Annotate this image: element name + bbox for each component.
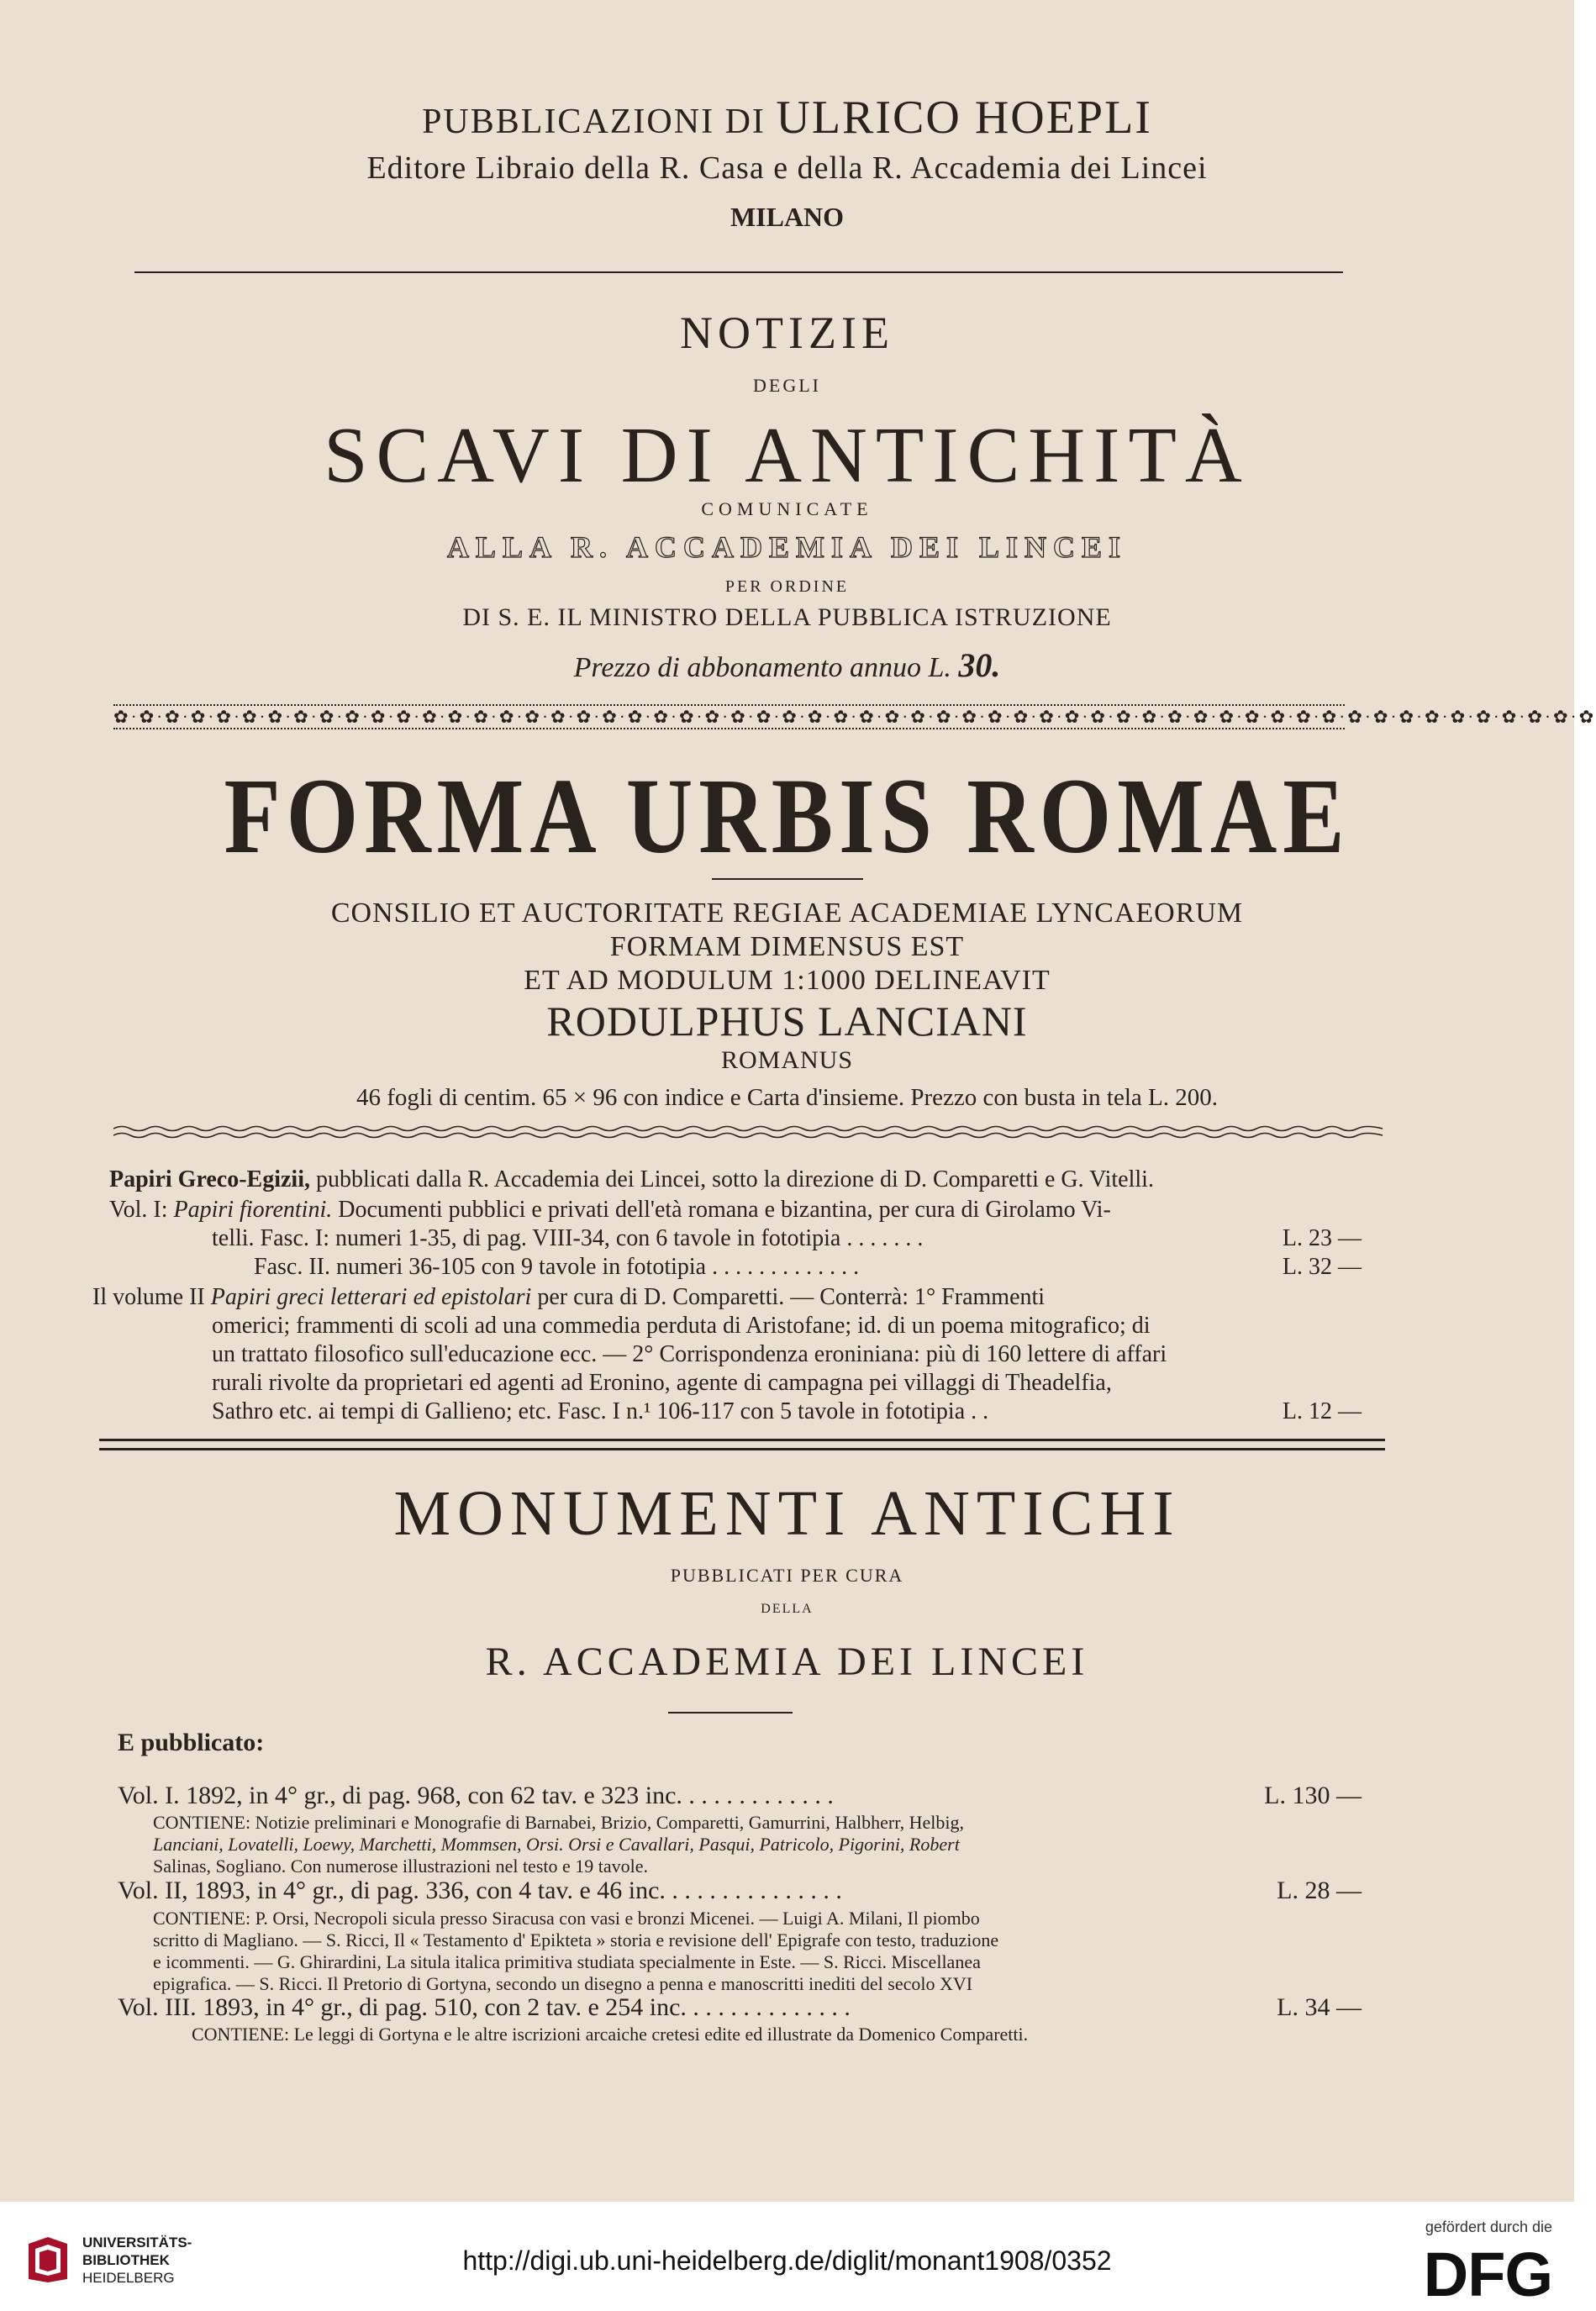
wavy-rule (113, 1123, 1383, 1141)
monumenti-vol3-price: L. 34 — (1277, 1993, 1362, 2021)
digital-library-footer (0, 2202, 1574, 2311)
monumenti-vol2-contents-3: e icommenti. — G. Ghirardini, La situla italica primitiva studiata specialmente in Este. — S. Ricci. Miscellanea (153, 1951, 981, 1972)
papiri-vol2-price: L. 12 — (1282, 1398, 1362, 1424)
notizie-title: NOTIZIE (680, 308, 894, 358)
papiri-vol2-line5: Sathro etc. ai tempi di Gallieno; etc. Fasc. I n.¹ 106-117 con 5 tavole in fototipia . . (212, 1398, 989, 1424)
papiri-vol1-line2: telli. Fasc. I: numeri 1-35, di pag. VIII-34, con 6 tavole in fototipia . . . . . . . (212, 1225, 924, 1251)
e-pubblicato: E pubblicato: (118, 1729, 265, 1756)
notizie-main: SCAVI DI ANTICHITÀ (324, 412, 1251, 499)
papiri-heading-rest: pubblicati dalla R. Accademia dei Lincei, sotto la direzione di D. Comparetti e G. Vitelli. (315, 1166, 1154, 1192)
papiri-vol1-line1 (109, 1197, 1111, 1224)
notizie-per-ordine: PER ORDINE (724, 577, 850, 596)
papiri-vol1-title: Papiri fiorentini. (173, 1197, 333, 1223)
prezzo-text: Prezzo di abbonamento annuo L. (573, 652, 951, 683)
forma-short-rule (712, 878, 863, 880)
papiri-vol2-line2: omerici; frammenti di scoli ad una commedia perduta di Aristofane; id. di un poema mitografico; di (212, 1313, 1151, 1339)
publisher-title: Editore Libraio della R. Casa e della R. Accademia dei Lincei (366, 150, 1208, 186)
city: MILANO (730, 202, 845, 232)
monumenti-vol1-contents-1: CONTIENE: Notizie preliminari e Monografie di Barnabei, Brizio, Comparetti, Gamurrini, Halbherr, Helbig, (153, 1812, 965, 1833)
publisher-line (0, 91, 1574, 145)
double-rule (99, 1439, 1385, 1450)
monumenti-vol1: Vol. I. 1892, in 4° gr., di pag. 968, con 62 tav. e 323 inc. . . . . . . . . . . . . (118, 1782, 834, 1809)
monumenti-della: DELLA (761, 1602, 814, 1616)
monumenti-vol3: Vol. III. 1893, in 4° gr., di pag. 510, con 2 tav. e 254 inc. . . . . . . . . . . . . . (118, 1993, 851, 2021)
monumenti-short-rule (668, 1712, 793, 1714)
ornamental-border: ✿·✿·✿·✿·✿·✿·✿·✿·✿·✿·✿·✿·✿·✿·✿·✿·✿·✿·✿·✿·✿·✿·✿·✿·✿·✿·✿·✿·✿·✿·✿·✿·✿·✿·✿·✿·✿·✿·✿·✿·✿·✿·✿·✿·✿·✿·✿·✿·✿·✿·✿·✿·✿·✿·✿·✿·✿·✿ (113, 704, 1345, 729)
publisher-prefix: PUBBLICAZIONI DI (422, 103, 766, 141)
papiri-vol1-rest: Documenti pubblici e privati dell'età romana e bizantina, per cura di Girolamo Vi- (338, 1197, 1111, 1223)
publisher-name: ULRICO HOEPLI (776, 92, 1152, 144)
papiri-vol2-rest: per cura di D. Comparetti. — Conterrà: 1° Frammenti (537, 1284, 1046, 1310)
monumenti-vol2-price: L. 28 — (1277, 1877, 1362, 1904)
permalink-url[interactable]: http://digi.ub.uni-heidelberg.de/diglit/monant1908/0352 (462, 2245, 1112, 2276)
monumenti-vol1-contents-2: Lanciani, Lovatelli, Loewy, Marchetti, Mommsen, Orsi. Orsi e Cavallari, Pasqui, Patricolo, Pigorini, Robert (153, 1834, 960, 1855)
papiri-heading-bold: Papiri Greco-Egizii, (109, 1166, 310, 1192)
papiri-vol2-title: Papiri greci letterari ed epistolari (210, 1284, 532, 1310)
monumenti-vol1-contents-3: Salinas, Sogliano. Con numerose illustrazioni nel testo e 19 tavole. (153, 1856, 649, 1877)
papiri-vol1-fasc2-price: L. 32 — (1282, 1254, 1362, 1280)
papiri-vol2-line3: un trattato filosofico sull'educazione ecc. — 2° Corrispondenza eroniniana: più di 160 lettere di affari (212, 1341, 1167, 1367)
papiri-vol1-line3: Fasc. II. numeri 36-105 con 9 tavole in fototipia . . . . . . . . . . . . . (254, 1254, 860, 1280)
library-line-2: BIBLIOTHEK (82, 2252, 170, 2268)
monumenti-pubblicati: PUBBLICATI PER CURA (670, 1565, 904, 1586)
forma-details: 46 fogli di centim. 65 × 96 con indice e Carta d'insieme. Prezzo con busta in tela L. 200. (356, 1084, 1219, 1111)
monumenti-vol1-price: L. 130 — (1264, 1782, 1362, 1809)
forma-line1: CONSILIO ET AUCTORITATE REGIAE ACADEMIAE LYNCAEORUM (330, 898, 1244, 929)
monumenti-title: MONUMENTI ANTICHI (393, 1478, 1181, 1549)
library-line-3: HEIDELBERG (82, 2270, 175, 2286)
library-line-1: UNIVERSITÄTS- (82, 2235, 192, 2250)
papiri-vol1-fasc1-price: L. 23 — (1282, 1225, 1362, 1251)
notizie-degli: DEGLI (753, 375, 821, 396)
papiri-vol2-line4: rurali rivolte da proprietari ed agenti ad Eronino, agente di campagna pei villaggi di Theadelfia, (212, 1370, 1112, 1396)
notizie-comunicate: COMUNICATE (701, 498, 873, 519)
forma-title: FORMA URBIS ROMAE (224, 756, 1351, 876)
monumenti-vol3-contents-1: CONTIENE: Le leggi di Gortyna e le altre iscrizioni arcaiche cretesi edite ed illustrate da Domenico Comparetti. (192, 2024, 1029, 2045)
dfg-logo: DFG (1423, 2240, 1552, 2309)
monumenti-vol2-contents-4: epigrafica. — S. Ricci. Il Pretorio di Gortyna, secondo un disegno a penna e manoscritti inediti del secolo XVI (153, 1973, 973, 1994)
notizie-accademia: ALLA R. ACCADEMIA DEI LINCEI (446, 530, 1128, 564)
papiri-vol2-prefix: Il volume II (92, 1284, 205, 1310)
notizie-ministro: DI S. E. IL MINISTRO DELLA PUBBLICA ISTRUZIONE (462, 603, 1112, 631)
funded-by-text: gefördert durch die (1425, 2219, 1552, 2235)
forma-romanus: ROMANUS (720, 1046, 854, 1074)
forma-author: RODULPHUS LANCIANI (546, 998, 1028, 1045)
monumenti-accademia: R. ACCADEMIA DEI LINCEI (485, 1640, 1089, 1684)
papiri-vol2-line1 (92, 1284, 1045, 1311)
monumenti-vol2-contents-1: CONTIENE: P. Orsi, Necropoli sicula presso Siracusa con vasi e bronzi Micenei. — Luigi A. Milani, Il piombo (153, 1908, 980, 1929)
header-rule (134, 271, 1343, 273)
papiri-heading (109, 1166, 1154, 1193)
notizie-prezzo (0, 645, 1574, 685)
papiri-vol1-prefix: Vol. I: (109, 1197, 168, 1223)
monumenti-vol2: Vol. II, 1893, in 4° gr., di pag. 336, con 4 tav. e 46 inc. . . . . . . . . . . . . . . (118, 1877, 842, 1904)
forma-line2: FORMAM DIMENSUS EST (609, 931, 965, 962)
monumenti-vol2-contents-2: scritto di Magliano. — S. Ricci, Il « Testamento d' Epikteta » storia e revisione dell' Epigrafe con testo, traduzione (153, 1929, 999, 1950)
prezzo-value: 30. (958, 646, 1001, 684)
forma-line3: ET AD MODULUM 1:1000 DELINEAVIT (524, 965, 1051, 996)
